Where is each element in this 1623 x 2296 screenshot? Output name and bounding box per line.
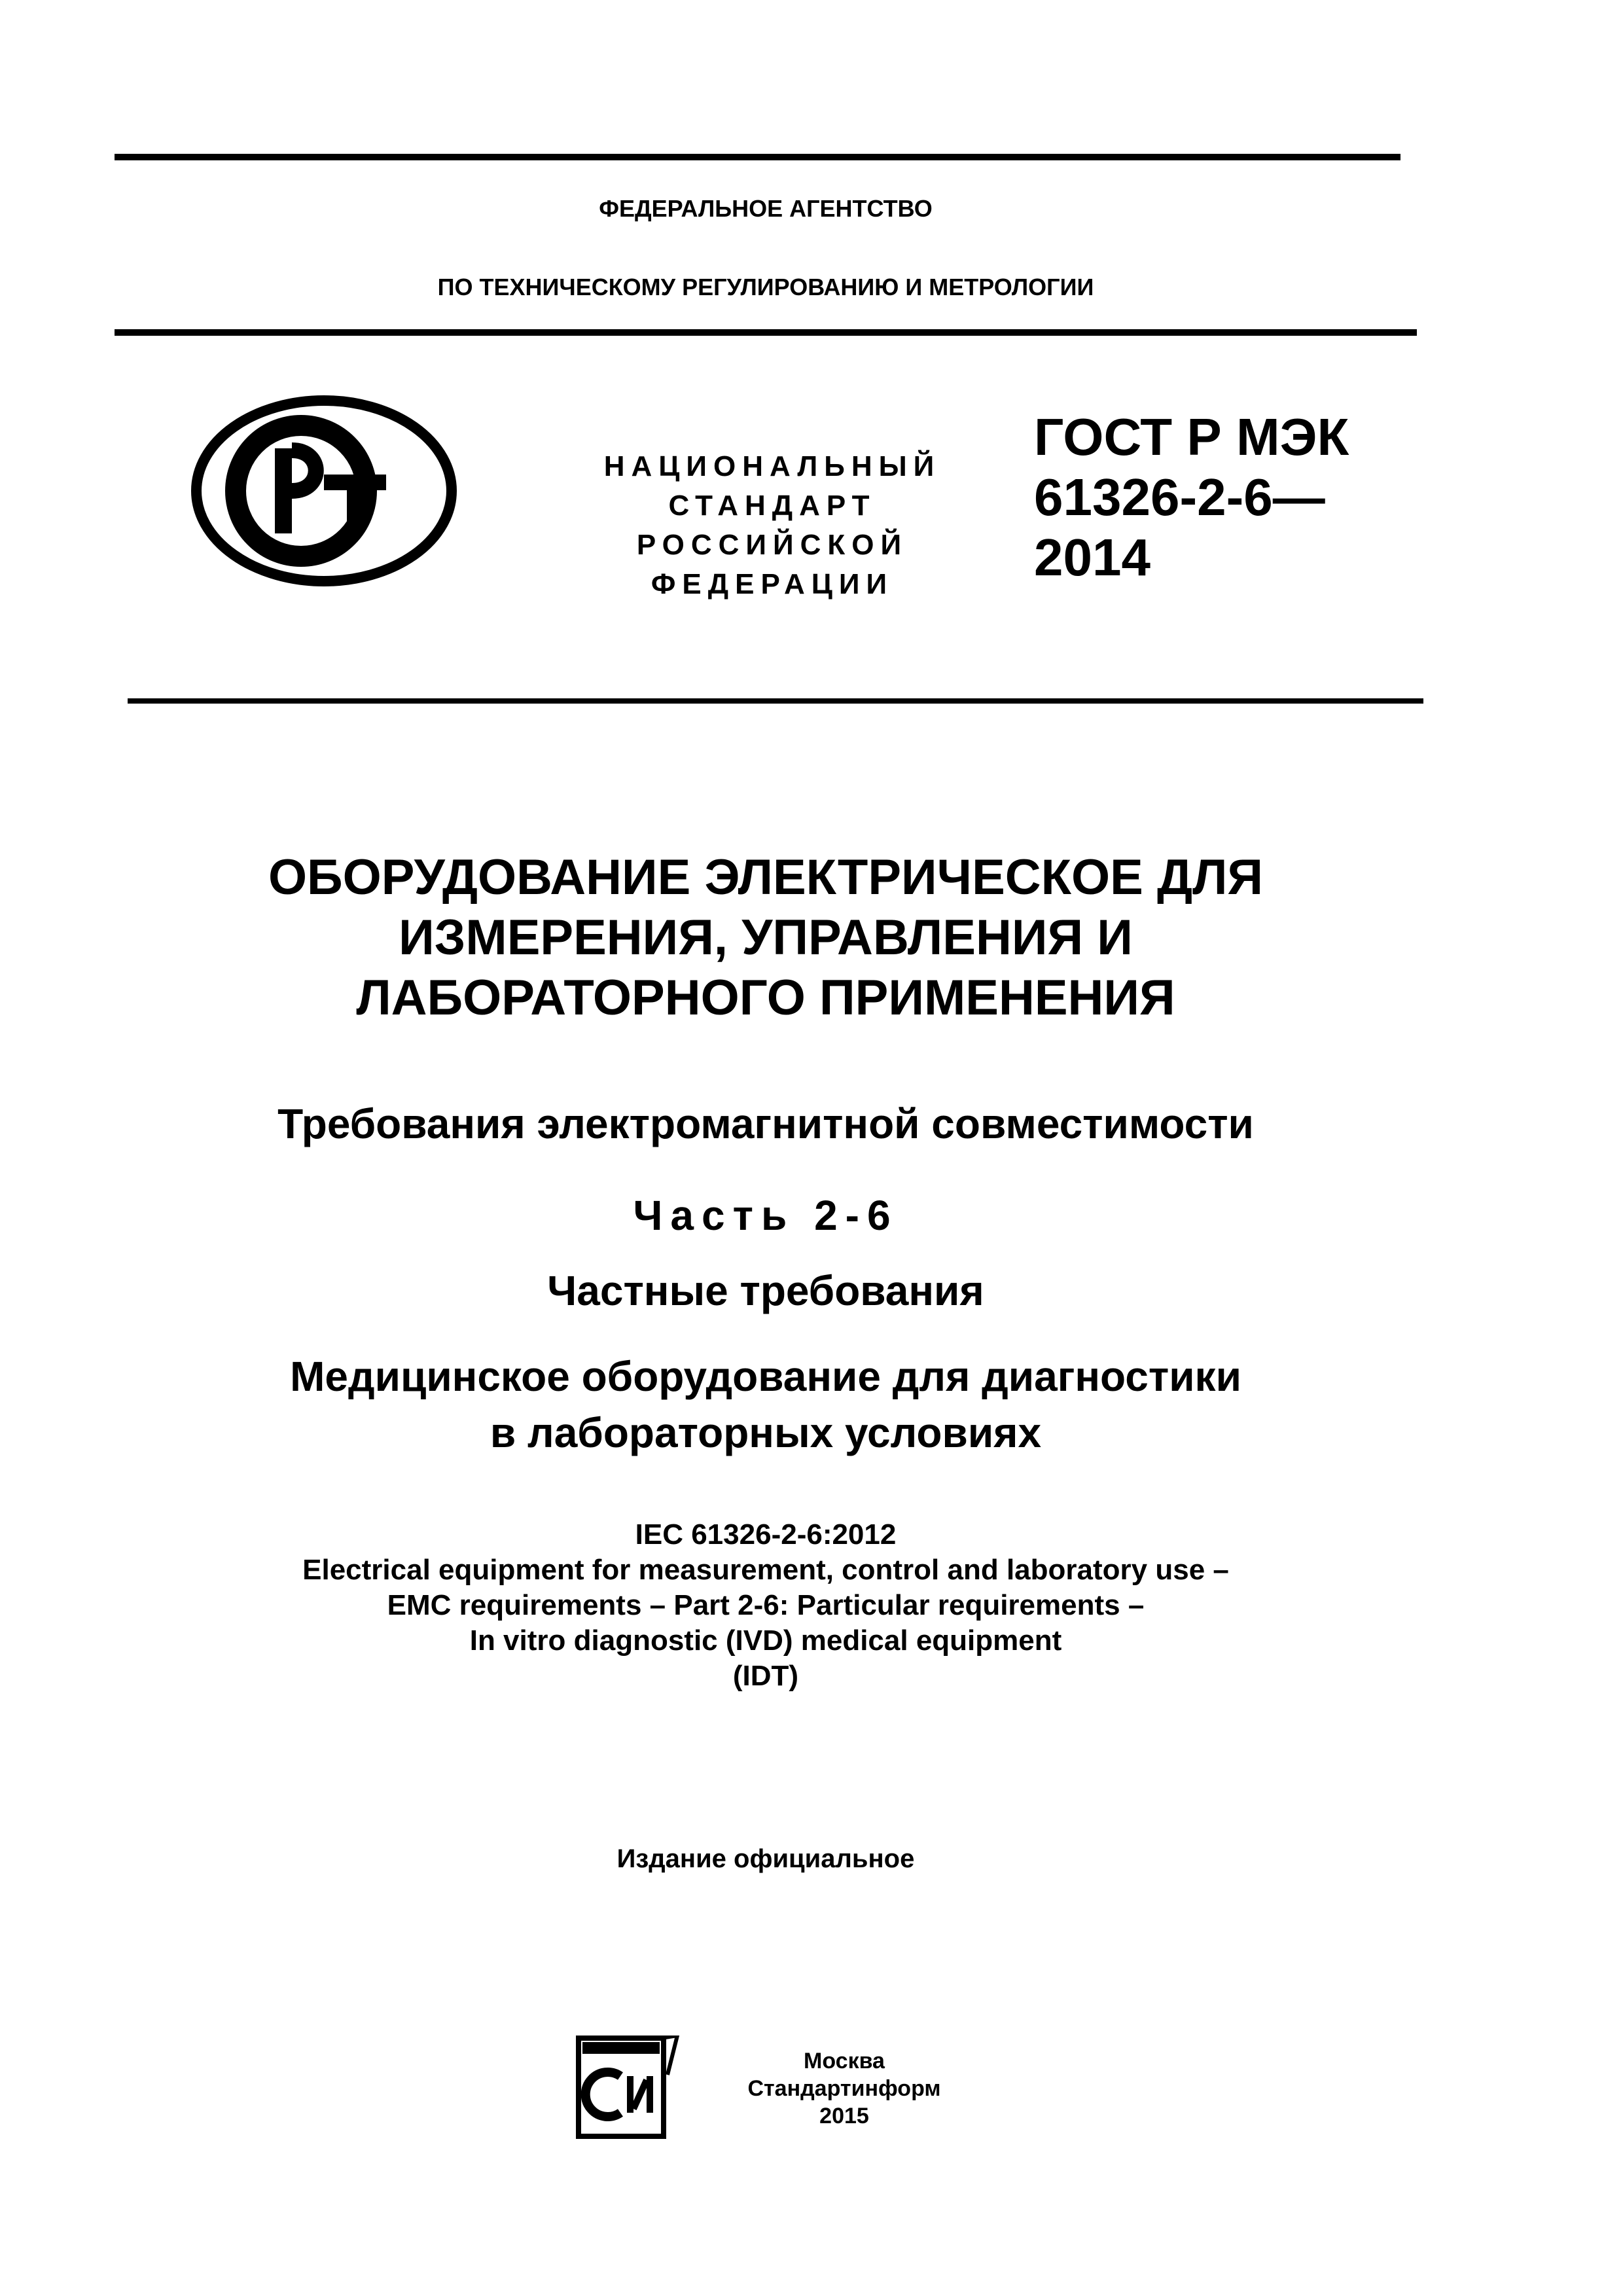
- national-standard-line: СТАНДАРТ: [668, 490, 876, 522]
- standard-designation: [1034, 407, 1440, 588]
- publisher-info: [707, 2047, 982, 2130]
- specific-title-line: в лабораторных условиях: [490, 1409, 1042, 1456]
- header-rule: [115, 329, 1417, 336]
- title-line: ОБОРУДОВАНИЕ ЭЛЕКТРИЧЕСКОЕ ДЛЯ: [268, 850, 1264, 905]
- part-name: Частные требования: [547, 1267, 984, 1314]
- specific-title: [0, 1348, 1531, 1461]
- iec-line: IEC 61326-2-6:2012: [635, 1518, 897, 1551]
- specific-title-line: Медицинское оборудование для диагностики: [290, 1353, 1241, 1400]
- national-standard-label: [576, 447, 969, 604]
- iec-line: EMC requirements – Part 2-6: Particular requirements –: [387, 1589, 1145, 1621]
- designation-line: 2014: [1034, 528, 1150, 586]
- designation-line: 61326-2-6—: [1034, 468, 1325, 526]
- agency-line-2: ПО ТЕХНИЧЕСКОМУ РЕГУЛИРОВАНИЮ И МЕТРОЛОГИИ: [437, 274, 1094, 300]
- document-subtitle: Требования электромагнитной совместимости: [277, 1100, 1254, 1147]
- top-rule: [115, 154, 1400, 160]
- iec-line: (IDT): [732, 1660, 799, 1692]
- publication-year: 2015: [819, 2104, 869, 2128]
- iec-reference: [0, 1517, 1531, 1694]
- official-edition: Издание официальное: [616, 1844, 915, 1873]
- part-number: Часть 2-6: [633, 1192, 899, 1239]
- standartinform-logo-icon: [576, 2036, 681, 2147]
- publisher-city: Москва: [804, 2049, 885, 2073]
- national-standard-line: НАЦИОНАЛЬНЫЙ: [603, 450, 941, 482]
- logo-rule: [128, 698, 1423, 704]
- document-title: [0, 848, 1531, 1028]
- publisher-name: Стандартинформ: [747, 2076, 941, 2101]
- rst-emblem-icon: [190, 393, 458, 589]
- iec-line: In vitro diagnostic (IVD) medical equipment: [469, 1624, 1062, 1657]
- title-line: ИЗМЕРЕНИЯ, УПРАВЛЕНИЯ И: [399, 910, 1133, 965]
- agency-line-1: ФЕДЕРАЛЬНОЕ АГЕНТСТВО: [599, 195, 933, 222]
- designation-line: ГОСТ Р МЭК: [1034, 408, 1349, 466]
- national-standard-line: ФЕДЕРАЦИИ: [651, 568, 894, 600]
- national-standard-line: РОССИЙСКОЙ: [636, 529, 908, 561]
- title-line: ЛАБОРАТОРНОГО ПРИМЕНЕНИЯ: [356, 970, 1175, 1026]
- iec-line: Electrical equipment for measurement, control and laboratory use –: [302, 1554, 1229, 1586]
